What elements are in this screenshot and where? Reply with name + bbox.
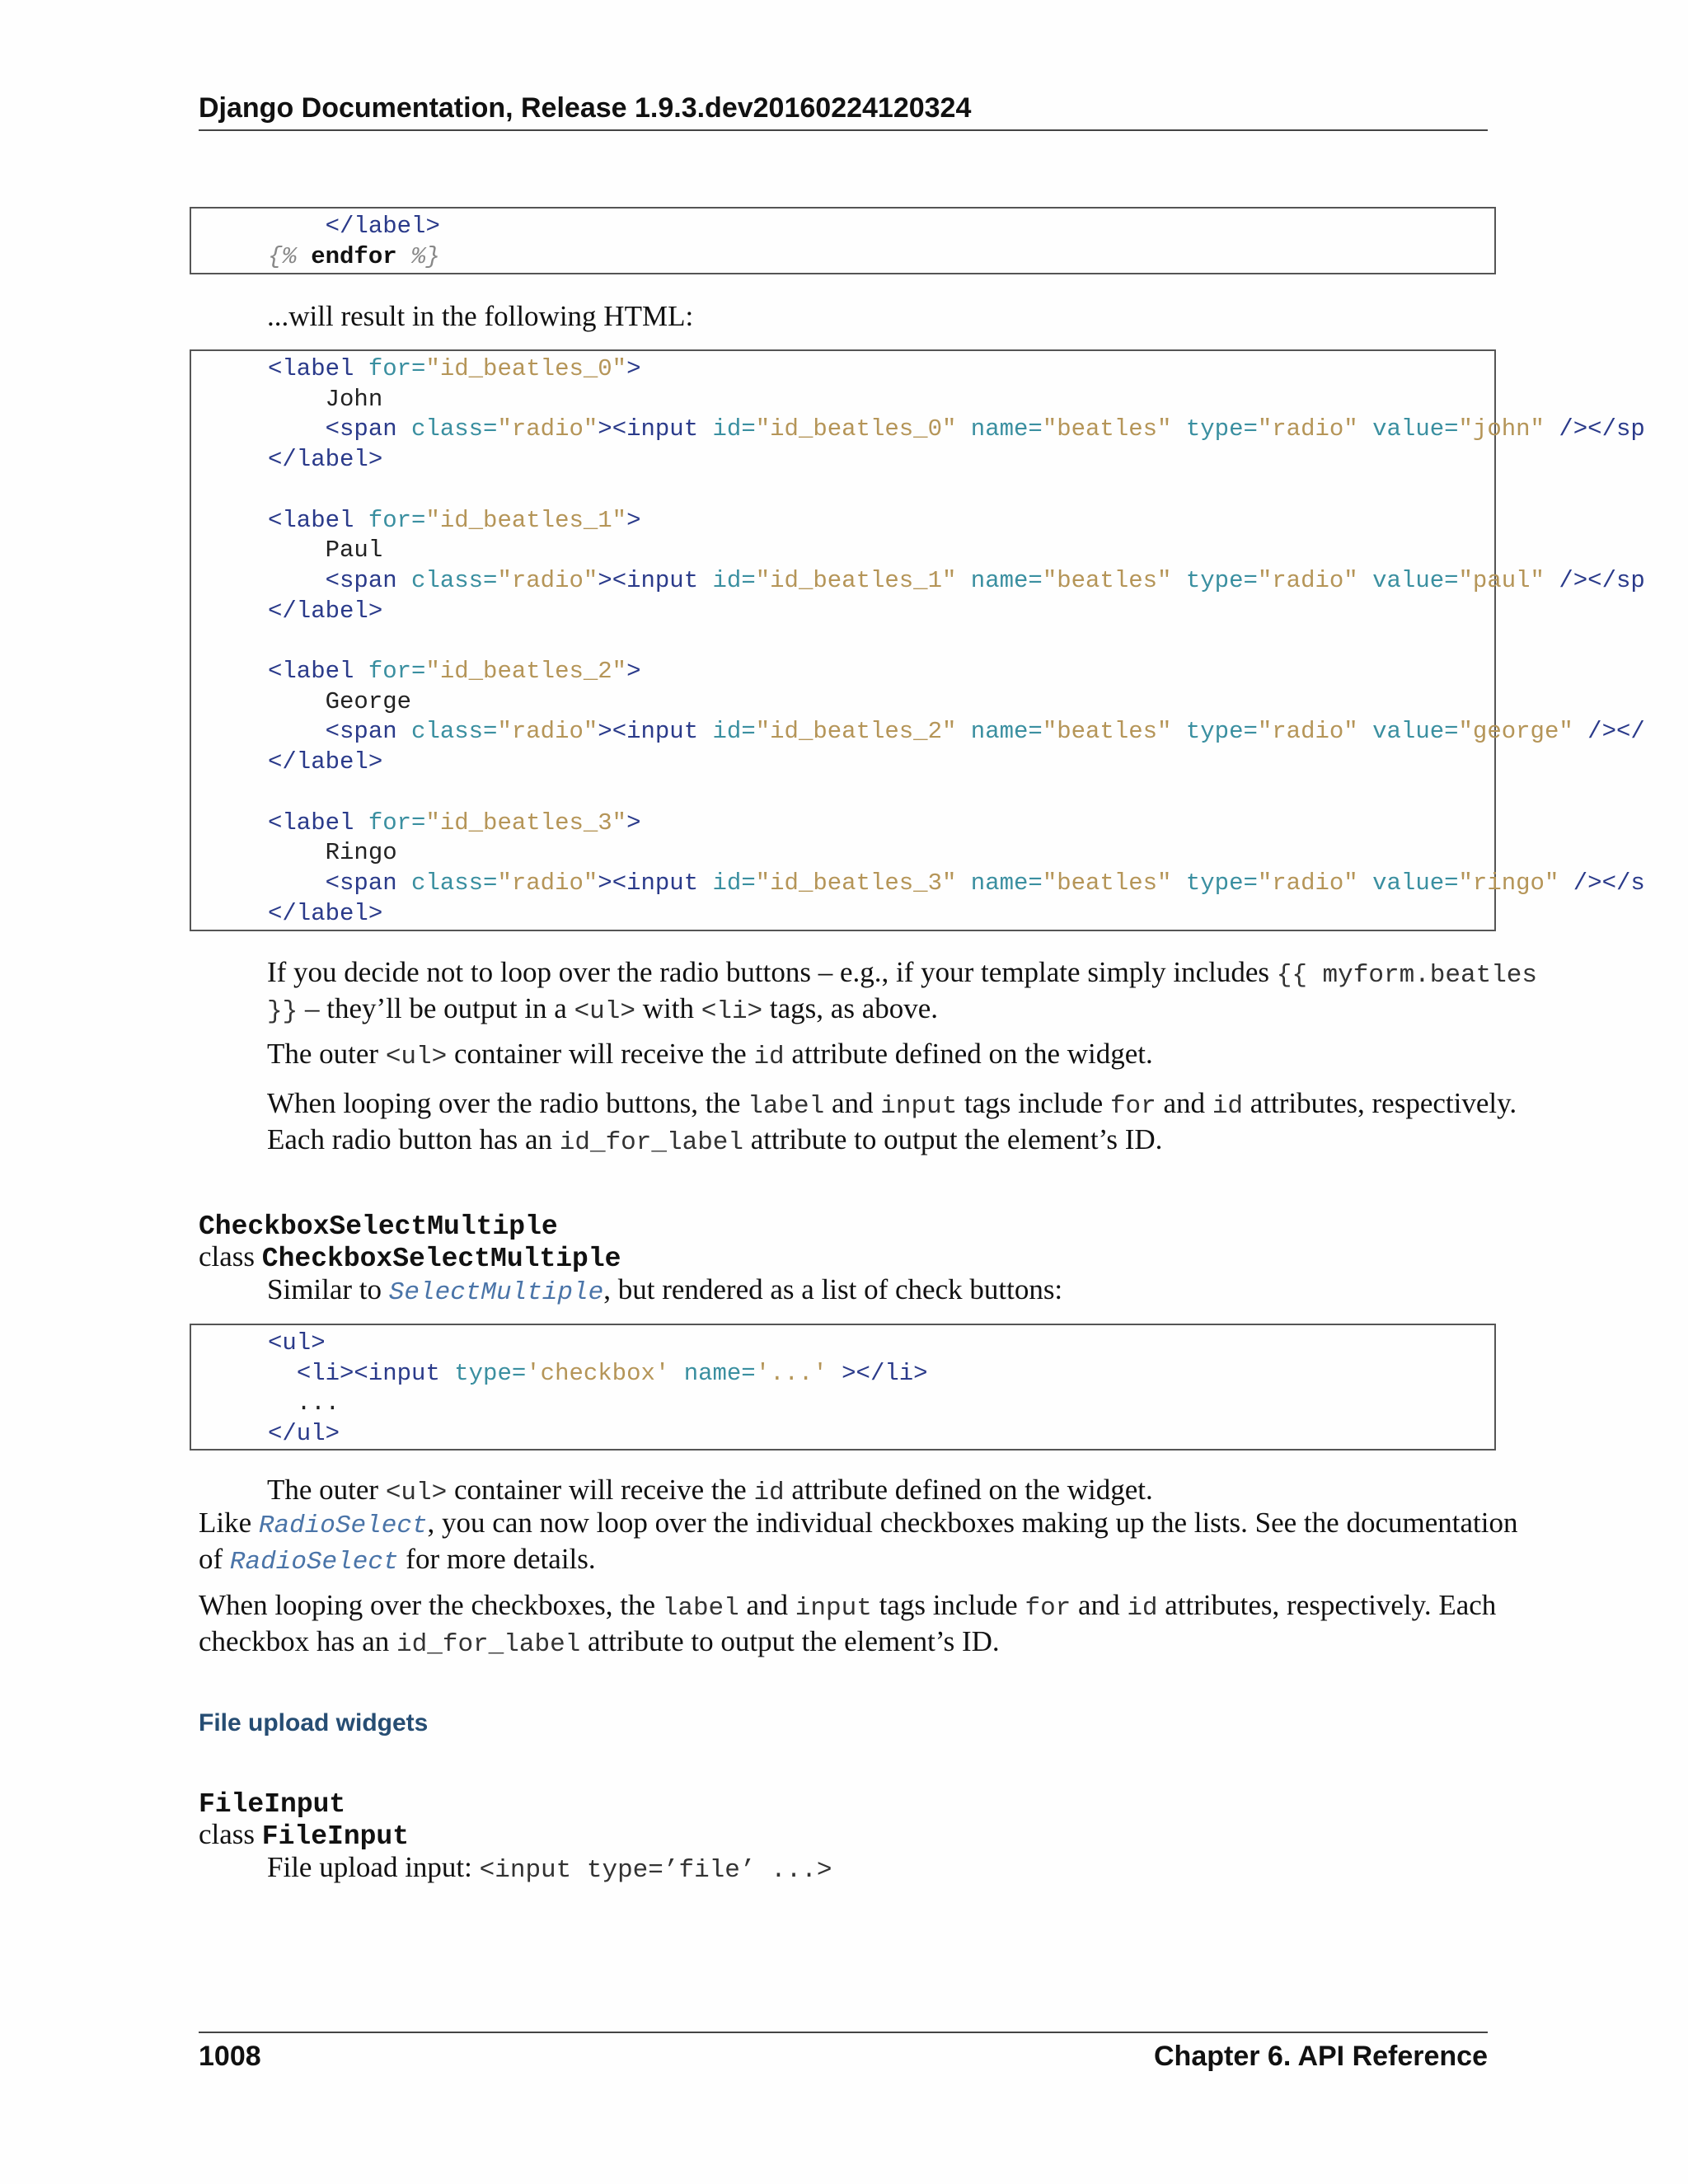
text: container will receive the bbox=[447, 1474, 754, 1506]
code-token: class= bbox=[396, 869, 498, 897]
text: attribute defined on the widget. bbox=[784, 1038, 1153, 1070]
inline-code: input bbox=[795, 1594, 872, 1623]
paragraph-outer-ul-checkbox bbox=[267, 1474, 1594, 1510]
code-token: <li><input bbox=[296, 1359, 440, 1387]
code-token: <label bbox=[268, 506, 354, 534]
code-token: <span bbox=[325, 718, 397, 746]
code-token: /></ bbox=[1573, 718, 1645, 746]
class-name: CheckboxSelectMultiple bbox=[199, 1212, 558, 1242]
code-token: "beatles" bbox=[1042, 869, 1172, 897]
text: attribute to output the element’s ID. bbox=[743, 1123, 1163, 1155]
inline-code: id bbox=[753, 1043, 785, 1071]
text: attribute to output the element’s ID. bbox=[580, 1625, 1000, 1657]
code-lines bbox=[268, 354, 1645, 929]
inline-code: id bbox=[1212, 1092, 1244, 1121]
code-token: Ringo bbox=[325, 839, 397, 867]
code-token: "radio" bbox=[497, 718, 598, 746]
text: tags, as above. bbox=[762, 992, 939, 1024]
inline-code: id_for_label bbox=[396, 1630, 581, 1659]
code-token: </label> bbox=[325, 213, 440, 240]
code-block-radio-html bbox=[190, 349, 1645, 931]
code-token: type= bbox=[1171, 718, 1258, 746]
class-signature-fileinput bbox=[199, 1818, 1526, 1854]
code-token: <span bbox=[325, 869, 397, 897]
code-token: John bbox=[325, 385, 383, 413]
paragraph-looping-checkboxes bbox=[199, 1589, 1526, 1661]
text: File upload input: bbox=[267, 1851, 480, 1883]
code-token: </label> bbox=[268, 597, 383, 625]
code-token: for= bbox=[354, 658, 426, 686]
code-token: value= bbox=[1357, 718, 1459, 746]
code-token: "radio" bbox=[497, 869, 598, 897]
code-token: id= bbox=[698, 869, 756, 897]
reference-link[interactable]: RadioSelect bbox=[229, 1548, 399, 1577]
class-heading-checkbox bbox=[199, 1208, 1526, 1244]
code-token: name= bbox=[956, 718, 1043, 746]
code-token: "beatles" bbox=[1042, 415, 1172, 443]
text: , you can now loop over the individual checkboxes making up the lists. See the documentation bbox=[427, 1507, 1518, 1539]
code-token: "radio" bbox=[1257, 869, 1358, 897]
code-lines bbox=[268, 1329, 928, 1450]
code-token: <label bbox=[268, 808, 354, 837]
code-token: type= bbox=[1171, 566, 1258, 594]
code-token: "id_beatles_2" bbox=[425, 658, 627, 686]
code-token: name= bbox=[956, 869, 1043, 897]
code-token: "radio" bbox=[1257, 718, 1358, 746]
code-token: /></s bbox=[1559, 869, 1645, 897]
code-token: "id_beatles_0" bbox=[425, 355, 627, 382]
code-block-checkbox bbox=[190, 1324, 1496, 1451]
code-token: value= bbox=[1357, 566, 1459, 594]
code-token: id= bbox=[698, 718, 756, 746]
inline-code: <li> bbox=[701, 997, 763, 1026]
code-block-endfor bbox=[190, 207, 1496, 274]
code-token: <span bbox=[325, 566, 397, 594]
inline-code: {{ myform.beatles bbox=[1276, 961, 1538, 990]
text: attributes, respectively. Each bbox=[1157, 1589, 1497, 1621]
code-token: "radio" bbox=[1257, 566, 1358, 594]
code-token: class= bbox=[396, 415, 498, 443]
text: When looping over the checkboxes, the bbox=[199, 1589, 663, 1621]
code-token: name= bbox=[669, 1359, 756, 1387]
code-token: "radio" bbox=[497, 415, 598, 443]
code-token: <label bbox=[268, 658, 354, 686]
text: The outer bbox=[267, 1038, 386, 1070]
inline-code: id_for_label bbox=[559, 1128, 744, 1157]
code-token: /></sp bbox=[1544, 415, 1645, 443]
text: and bbox=[824, 1087, 881, 1119]
code-token: "id_beatles_1" bbox=[425, 506, 627, 534]
text: and bbox=[1071, 1589, 1128, 1621]
header-rule bbox=[199, 129, 1488, 131]
code-token: "john" bbox=[1458, 415, 1545, 443]
code-token: "radio" bbox=[497, 566, 598, 594]
code-token: Paul bbox=[325, 537, 383, 565]
class-name: FileInput bbox=[199, 1789, 346, 1820]
code-token: </label> bbox=[268, 899, 383, 927]
text: tags include bbox=[871, 1589, 1025, 1621]
text: container will receive the bbox=[447, 1038, 754, 1070]
paragraph-looping-radio bbox=[267, 1087, 1594, 1160]
inline-code: <ul> bbox=[385, 1479, 448, 1507]
inline-code: }} bbox=[267, 997, 298, 1026]
code-token: <ul> bbox=[268, 1329, 326, 1357]
chapter-title: Chapter 6. API Reference bbox=[1154, 2041, 1488, 2072]
code-token: ><input bbox=[598, 718, 699, 746]
running-header: Django Documentation, Release 1.9.3.dev20160224120324 bbox=[199, 92, 972, 124]
text: Like bbox=[199, 1507, 259, 1539]
code-token: type= bbox=[1171, 869, 1258, 897]
inline-code: for bbox=[1025, 1594, 1071, 1623]
code-token: name= bbox=[956, 566, 1043, 594]
code-token: type= bbox=[439, 1359, 527, 1387]
inline-code: for bbox=[1109, 1092, 1156, 1121]
paragraph-result-intro: ...will result in the following HTML: bbox=[267, 300, 694, 332]
inline-code: <ul> bbox=[574, 997, 635, 1026]
inline-code: label bbox=[662, 1594, 739, 1623]
code-token: %} bbox=[411, 242, 440, 270]
class-heading-fileinput bbox=[199, 1786, 1526, 1821]
inline-code: id bbox=[1127, 1594, 1158, 1623]
code-token: "id_beatles_1" bbox=[755, 566, 957, 594]
code-token: "radio" bbox=[1257, 415, 1358, 443]
code-token: '...' bbox=[755, 1359, 828, 1387]
text: with bbox=[635, 992, 701, 1024]
text: for more details. bbox=[398, 1543, 596, 1575]
code-token: ><input bbox=[598, 566, 699, 594]
text: checkbox has an bbox=[199, 1625, 397, 1657]
text: The outer bbox=[267, 1474, 386, 1506]
code-token: "id_beatles_0" bbox=[755, 415, 957, 443]
text: , but rendered as a list of check buttons: bbox=[603, 1273, 1063, 1305]
text: attribute defined on the widget. bbox=[784, 1474, 1153, 1506]
code-token: ... bbox=[296, 1390, 340, 1418]
code-token: ><input bbox=[598, 869, 699, 897]
code-token: <label bbox=[268, 355, 354, 382]
reference-link[interactable]: RadioSelect bbox=[258, 1511, 428, 1540]
code-token: class= bbox=[396, 566, 498, 594]
inline-code: input bbox=[880, 1092, 958, 1121]
code-token: type= bbox=[1171, 415, 1258, 443]
inline-code: <ul> bbox=[385, 1043, 448, 1071]
code-token: /></sp bbox=[1544, 566, 1645, 594]
code-token: </label> bbox=[268, 748, 383, 776]
code-token: "id_beatles_3" bbox=[755, 869, 957, 897]
code-token: for= bbox=[354, 506, 426, 534]
code-token: "george" bbox=[1458, 718, 1573, 746]
reference-link[interactable]: SelectMultiple bbox=[388, 1278, 604, 1307]
text: – they’ll be output in a bbox=[298, 992, 574, 1024]
text: and bbox=[738, 1589, 795, 1621]
class-description-checkbox bbox=[267, 1273, 1594, 1310]
class-keyword: class bbox=[199, 1240, 262, 1272]
class-keyword: class bbox=[199, 1818, 262, 1850]
paragraph-no-loop bbox=[267, 956, 1594, 1029]
text: Each radio button has an bbox=[267, 1123, 560, 1155]
page-number: 1008 bbox=[199, 2041, 261, 2072]
code-token: </ul> bbox=[268, 1420, 340, 1448]
code-token: > bbox=[626, 658, 641, 686]
inline-code: label bbox=[748, 1092, 825, 1121]
paragraph-outer-ul bbox=[267, 1038, 1594, 1074]
inline-code: <input type=’file’ ...> bbox=[479, 1856, 832, 1885]
code-token: George bbox=[325, 687, 412, 715]
class-description-fileinput bbox=[267, 1851, 1594, 1887]
code-token: > bbox=[626, 808, 641, 837]
code-token: value= bbox=[1357, 415, 1459, 443]
text: When looping over the radio buttons, the bbox=[267, 1087, 748, 1119]
code-token: name= bbox=[956, 415, 1043, 443]
text: Similar to bbox=[267, 1273, 389, 1305]
text: of bbox=[199, 1543, 230, 1575]
code-token: "ringo" bbox=[1458, 869, 1559, 897]
code-token: endfor bbox=[311, 242, 397, 270]
code-token: "paul" bbox=[1458, 566, 1545, 594]
section-title-file-upload: File upload widgets bbox=[199, 1709, 429, 1736]
code-token: for= bbox=[354, 808, 426, 837]
code-token: "id_beatles_2" bbox=[755, 718, 957, 746]
code-token: "beatles" bbox=[1042, 566, 1172, 594]
class-signature-checkbox bbox=[199, 1240, 1526, 1276]
inline-code: id bbox=[753, 1479, 785, 1507]
text: tags include bbox=[957, 1087, 1110, 1119]
code-token: id= bbox=[698, 415, 756, 443]
footer-rule bbox=[199, 2032, 1488, 2033]
code-lines bbox=[268, 212, 440, 272]
code-token: "beatles" bbox=[1042, 718, 1172, 746]
text: and bbox=[1156, 1087, 1212, 1119]
code-token: > bbox=[626, 506, 641, 534]
code-token: ></li> bbox=[827, 1359, 928, 1387]
class-name: CheckboxSelectMultiple bbox=[261, 1244, 621, 1274]
paragraph-like-radioselect bbox=[199, 1507, 1526, 1579]
code-token: 'checkbox' bbox=[526, 1359, 670, 1387]
code-token: class= bbox=[396, 718, 498, 746]
code-token: > bbox=[626, 355, 641, 382]
class-name: FileInput bbox=[261, 1821, 410, 1852]
code-token: "id_beatles_3" bbox=[425, 808, 627, 837]
code-token: id= bbox=[698, 566, 756, 594]
text: If you decide not to loop over the radio buttons – e.g., if your template simply includes bbox=[267, 956, 1277, 988]
text: attributes, respectively. bbox=[1243, 1087, 1517, 1119]
code-token: {% bbox=[268, 242, 297, 270]
code-token: for= bbox=[354, 355, 426, 382]
code-token: <span bbox=[325, 415, 397, 443]
code-token: ><input bbox=[598, 415, 699, 443]
code-token: </label> bbox=[268, 446, 383, 474]
code-token: value= bbox=[1357, 869, 1459, 897]
